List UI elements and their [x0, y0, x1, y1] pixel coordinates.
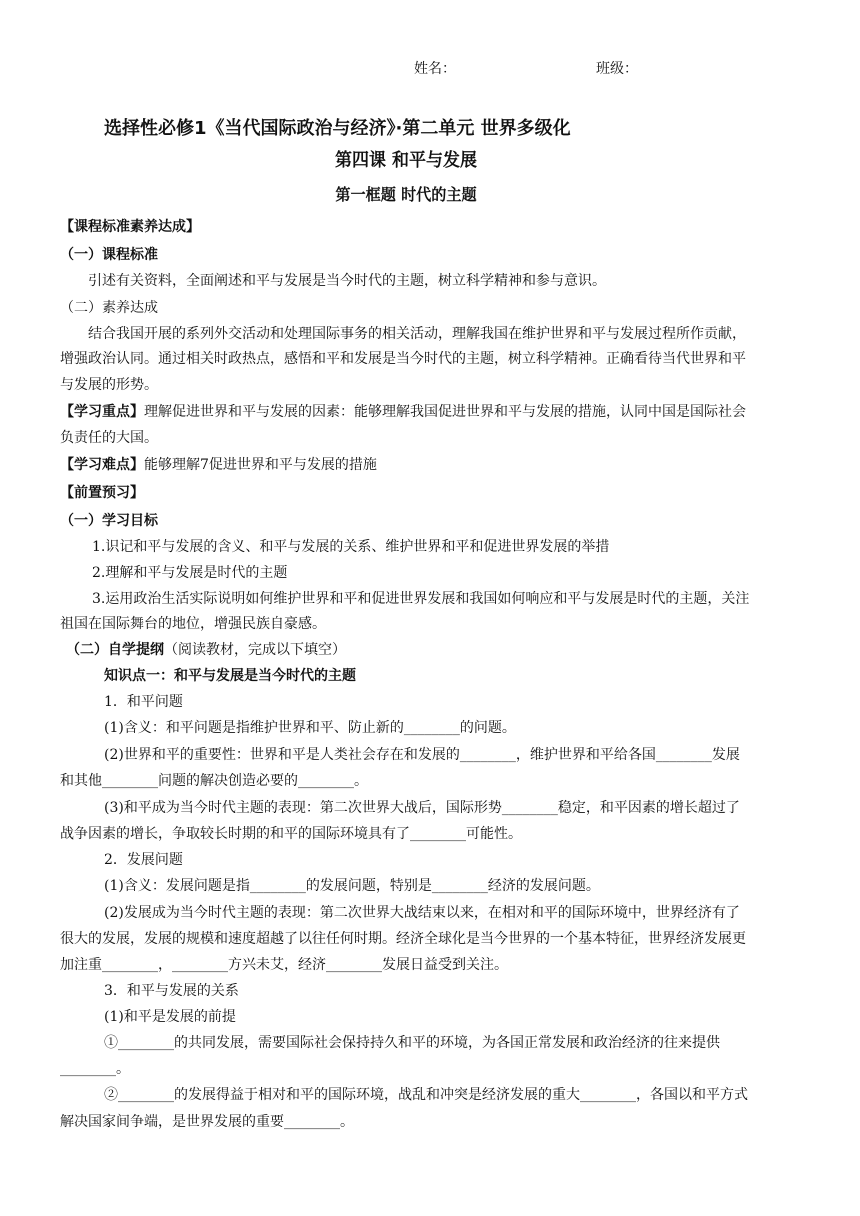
peace-theme-1: (3)和平成为当今时代主题的表现：第二次世界大战后，国际形势________稳定，和平因素的增长超过了	[104, 800, 740, 816]
goal-item-1: 1.识记和平与发展的含义、和平与发展的关系、维护世界和平和促进世界发展的举措	[92, 539, 610, 555]
difficult-points	[60, 453, 377, 477]
development-theme-1: (2)发展成为当今时代主题的表现：第二次世界大战结束以来，在相对和平的国际环境中，世界经济有了	[104, 905, 740, 921]
key-points-label: 【学习重点】	[60, 404, 144, 420]
class-label: 班级：	[596, 61, 638, 77]
key-points	[60, 400, 746, 424]
key-points-text: 理解促进世界和平与发展的因素：能够理解我国促进世界和平与发展的措施，认同中国是国际社会	[144, 404, 746, 420]
relation-point-1: ①________的共同发展，需要国际社会保持持久和平的环境，为各国正常发展和政治经济的往来提供	[104, 1035, 720, 1051]
goal-item-2: 2.理解和平与发展是时代的主题	[92, 565, 288, 581]
peace-definition: (1)含义：和平问题是指维护世界和平、防止新的________的问题。	[104, 720, 516, 736]
development-theme-3: 加注重________，________方兴未艾，经济________发展日益受到关注。	[60, 957, 508, 973]
paragraph-literacy-3: 与发展的形势。	[60, 377, 158, 393]
relation-point-2: ②________的发展得益于相对和平的国际环境，战乱和冲突是经济发展的重大________，各国以和平方式	[104, 1087, 748, 1103]
peace-importance-2: 和其他________问题的解决创造必要的________。	[60, 773, 368, 789]
peace-importance-1: (2)世界和平的重要性：世界和平是人类社会存在和发展的________，维护世界和平给各国________发展	[104, 747, 740, 763]
subheading-goals: （一）学习目标	[60, 513, 158, 529]
peace-theme-2: 战争因素的增长，争取较长时期的和平的国际环境具有了________可能性。	[60, 826, 522, 842]
development-theme-2: 很大的发展，发展的规模和速度超越了以往任何时期。经济全球化是当今世界的一个基本特征，世界经济发展更	[60, 931, 746, 947]
name-label: 姓名：	[414, 61, 456, 77]
section-title: 第一框题 时代的主题	[335, 185, 477, 204]
goal-item-3-cont: 祖国在国际舞台的地位，增强民族自豪感。	[60, 616, 326, 632]
goal-item-3: 3.运用政治生活实际说明如何维护世界和平和促进世界发展和我国如何响应和平与发展是时代的主题，关注	[92, 591, 750, 607]
key-points-cont: 负责任的大国。	[60, 430, 158, 446]
peace-question-heading: 1．和平问题	[104, 694, 183, 710]
outline-label: （二）自学提纲	[66, 642, 164, 658]
paragraph-curriculum: 引述有关资料，全面阐述和平与发展是当今时代的主题，树立科学精神和参与意识。	[88, 273, 606, 289]
paragraph-literacy-1: 结合我国开展的系列外交活动和处理国际事务的相关活动，理解我国在维护世界和平与发展过程所作贡献，	[88, 326, 746, 342]
subheading-outline	[66, 638, 346, 662]
difficult-points-label: 【学习难点】	[60, 457, 144, 473]
relation-heading: 3．和平与发展的关系	[104, 983, 239, 999]
subheading-curriculum: （一）课程标准	[60, 247, 158, 263]
lesson-title: 第四课 和平与发展	[335, 150, 477, 171]
section-heading-preview: 【前置预习】	[60, 485, 144, 501]
difficult-points-text: 能够理解7促进世界和平与发展的措施	[144, 457, 377, 473]
relation-item-1: (1)和平是发展的前提	[104, 1009, 236, 1025]
subheading-literacy: （二）素养达成	[60, 300, 158, 316]
relation-point-2-cont: 解决国家间争端，是世界发展的重要________。	[60, 1114, 354, 1130]
paragraph-literacy-2: 增强政治认同。通过相关时政热点，感悟和平和发展是当今时代的主题，树立科学精神。正确看待当代世界和平	[60, 351, 746, 367]
development-question-heading: 2．发展问题	[104, 852, 183, 868]
document-title: 选择性必修1《当代国际政治与经济》·第二单元 世界多级化	[104, 118, 571, 139]
development-definition: (1)含义：发展问题是指________的发展问题，特别是________经济的发展问题。	[104, 878, 600, 894]
knowledge-point-1: 知识点一：和平与发展是当今时代的主题	[104, 668, 356, 684]
relation-point-1-cont: ________。	[60, 1061, 130, 1077]
outline-note: （阅读教材，完成以下填空）	[164, 642, 346, 658]
section-heading-standards: 【课程标准素养达成】	[60, 219, 200, 235]
